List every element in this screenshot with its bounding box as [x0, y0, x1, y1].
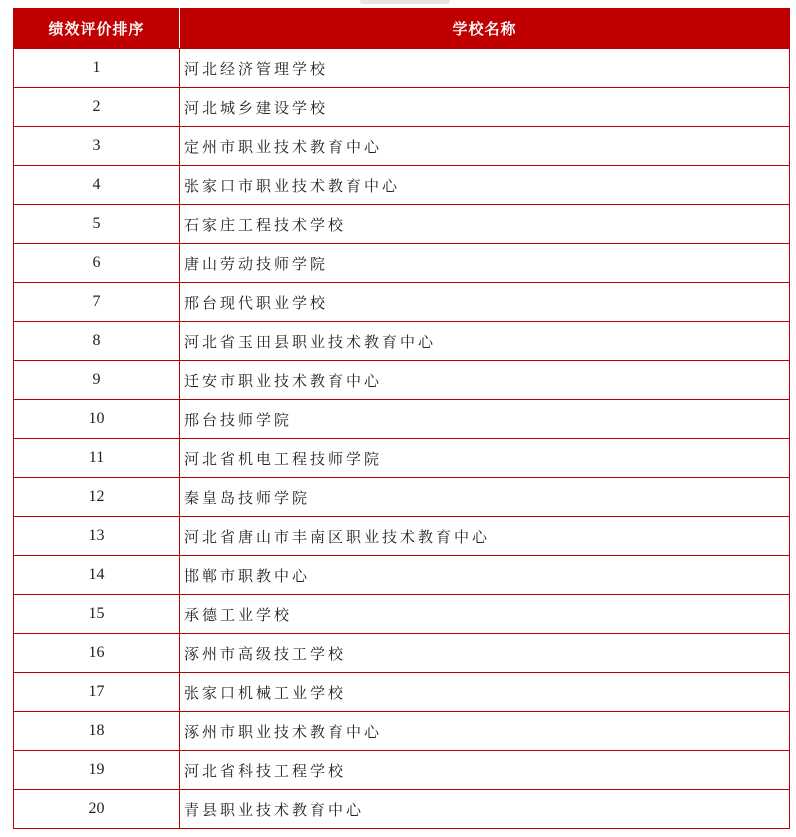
table-row — [14, 244, 790, 283]
rank-cell: 1 — [14, 49, 180, 88]
school-name-cell: 定州市职业技术教育中心 — [180, 127, 790, 166]
rank-cell: 8 — [14, 322, 180, 361]
school-name-cell: 河北经济管理学校 — [180, 49, 790, 88]
rank-cell: 15 — [14, 595, 180, 634]
rank-cell: 10 — [14, 400, 180, 439]
school-name-cell: 涿州市职业技术教育中心 — [180, 712, 790, 751]
school-name-cell: 河北城乡建设学校 — [180, 88, 790, 127]
table-row — [14, 556, 790, 595]
rank-cell: 19 — [14, 751, 180, 790]
header-rank: 绩效评价排序 — [14, 9, 180, 49]
table-row — [14, 790, 790, 829]
table-body — [14, 49, 790, 829]
table-row — [14, 478, 790, 517]
school-name-cell: 秦皇岛技师学院 — [180, 478, 790, 517]
school-name-cell: 张家口市职业技术教育中心 — [180, 166, 790, 205]
rank-cell: 11 — [14, 439, 180, 478]
table-row — [14, 322, 790, 361]
table-row — [14, 634, 790, 673]
rank-cell: 6 — [14, 244, 180, 283]
school-name-cell: 涿州市高级技工学校 — [180, 634, 790, 673]
school-name-cell: 承德工业学校 — [180, 595, 790, 634]
header-school-name: 学校名称 — [180, 9, 790, 49]
rank-cell: 12 — [14, 478, 180, 517]
rank-cell: 9 — [14, 361, 180, 400]
table-row — [14, 595, 790, 634]
table-row — [14, 361, 790, 400]
rank-cell: 14 — [14, 556, 180, 595]
ranking-table — [13, 8, 790, 829]
table-row — [14, 205, 790, 244]
table-row — [14, 166, 790, 205]
school-name-cell: 青县职业技术教育中心 — [180, 790, 790, 829]
table-row — [14, 127, 790, 166]
table-row — [14, 439, 790, 478]
table-row — [14, 712, 790, 751]
rank-cell: 3 — [14, 127, 180, 166]
rank-cell: 4 — [14, 166, 180, 205]
table-row — [14, 283, 790, 322]
rank-cell: 18 — [14, 712, 180, 751]
top-scroll-tab — [360, 0, 450, 4]
rank-cell: 5 — [14, 205, 180, 244]
rank-cell: 13 — [14, 517, 180, 556]
table-row — [14, 751, 790, 790]
rank-cell: 20 — [14, 790, 180, 829]
header-row — [14, 9, 790, 49]
school-name-cell: 邢台现代职业学校 — [180, 283, 790, 322]
rank-cell: 7 — [14, 283, 180, 322]
table-row — [14, 49, 790, 88]
table-row — [14, 400, 790, 439]
rank-cell: 2 — [14, 88, 180, 127]
table-row — [14, 517, 790, 556]
school-name-cell: 河北省唐山市丰南区职业技术教育中心 — [180, 517, 790, 556]
school-name-cell: 迁安市职业技术教育中心 — [180, 361, 790, 400]
table-row — [14, 673, 790, 712]
school-name-cell: 张家口机械工业学校 — [180, 673, 790, 712]
school-name-cell: 河北省机电工程技师学院 — [180, 439, 790, 478]
school-name-cell: 邯郸市职教中心 — [180, 556, 790, 595]
table-header — [14, 9, 790, 49]
table-row — [14, 88, 790, 127]
rank-cell: 17 — [14, 673, 180, 712]
school-name-cell: 唐山劳动技师学院 — [180, 244, 790, 283]
school-name-cell: 邢台技师学院 — [180, 400, 790, 439]
school-name-cell: 河北省科技工程学校 — [180, 751, 790, 790]
rank-cell: 16 — [14, 634, 180, 673]
school-name-cell: 河北省玉田县职业技术教育中心 — [180, 322, 790, 361]
school-name-cell: 石家庄工程技术学校 — [180, 205, 790, 244]
